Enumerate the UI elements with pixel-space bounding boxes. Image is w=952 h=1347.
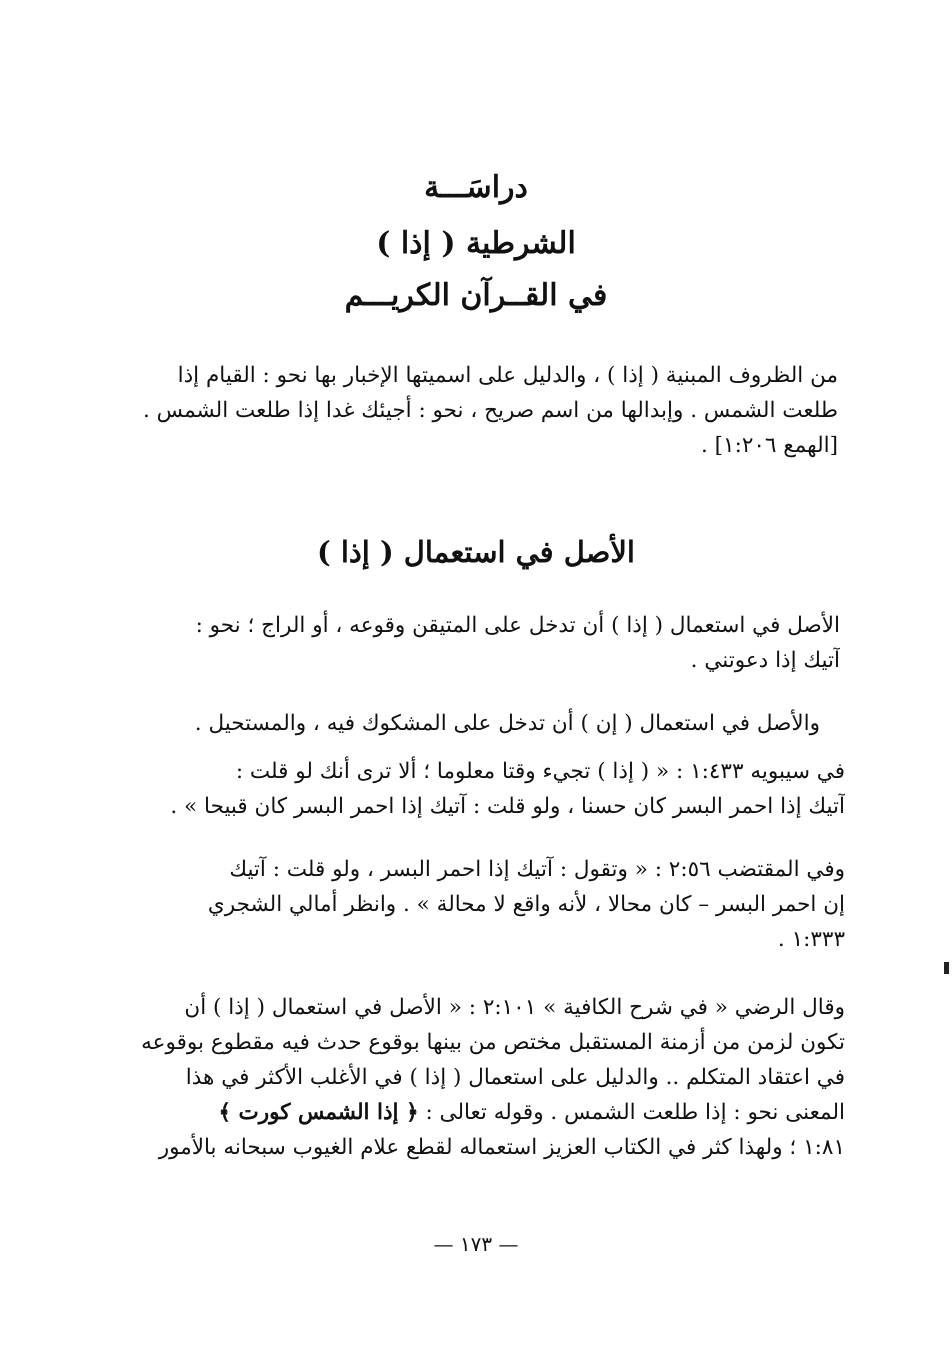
paragraph-6-line-4-text: المعنى نحو : إذا طلعت الشمس . وقوله تعالى : [425, 1100, 845, 1125]
paragraph-6-line-2: تكون لزمن من أزمنة المستقبل مختص من بينها بوقوع حدث فيه مقطوع بوقوعه [141, 1030, 845, 1055]
intro-line-2: طلعت الشمس . وإبدالها من اسم صريح ، نحو : أجيئك غدا إذا طلعت الشمس . [142, 398, 838, 423]
paragraph-6-line-3: في اعتقاد المتكلم .. والدليل على استعمال ( إذا ) في الأغلب الأكثر في هذا [185, 1065, 845, 1090]
paragraph-5-line-2: إن احمر البسر – كان محالا ، لأنه واقع لا محالة » . وانظر أمالي الشجري [207, 892, 845, 917]
title-line-2: ( إذا ) الشرطية [376, 226, 576, 261]
intro-line-1: من الظروف المبنية ( إذا ) ، والدليل على اسميتها الإخبار بها نحو : القيام إذا [177, 363, 838, 388]
paragraph-6-line-5: ١:٨١ ؛ ولهذا كثر في الكتاب العزيز استعماله لقطع علام الغيوب سبحانه بالأمور [158, 1135, 845, 1160]
intro-line-3: [الهمع ١:٢٠٦] . [700, 433, 838, 458]
paragraph-5-line-1: وفي المقتضب ٢:٥٦ : « وتقول : آتيك إذا احمر البسر ، ولو قلت : آتيك [229, 857, 845, 882]
page-number: — ١٧٣ — [433, 1232, 519, 1256]
paragraph-5-line-3: ١:٣٣٣ . [777, 927, 845, 952]
paragraph-6-line-1: وقال الرضي « في شرح الكافية » ٢:١٠١ : « الأصل في استعمال ( إذا ) أن [184, 995, 845, 1020]
paragraph-4-line-1: في سيبويه ١:٤٣٣ : « ( إذا ) تجيء وقتا معلوما ؛ ألا ترى أنك لو قلت : [235, 759, 845, 784]
title-line-1: دراسَـــة [424, 170, 528, 205]
section-heading: الأصل في استعمال ( إذا ) [317, 535, 635, 569]
title-line-3: في القــرآن الكريـــم [344, 278, 608, 313]
paragraph-6-line-4 [120, 1095, 845, 1130]
paragraph-3-line-1: والأصل في استعمال ( إن ) أن تدخل على المشكوك فيه ، والمستحيل . [194, 711, 820, 736]
scan-mark [944, 962, 949, 974]
paragraph-5 [120, 852, 845, 957]
paragraph-2-line-1: الأصل في استعمال ( إذا ) أن تدخل على المتيقن وقوعه ، أو الراج ؛ نحو : [195, 613, 840, 638]
paragraph-2-line-2: آتيك إذا دعوتني . [690, 648, 840, 673]
paragraph-2 [120, 608, 840, 678]
quran-verse: ﴿ إذا الشمس كورت ﴾ [218, 1100, 419, 1125]
intro-paragraph [118, 358, 838, 463]
paragraph-6 [120, 990, 845, 1165]
paragraph-4 [120, 754, 845, 824]
paragraph-4-line-2: آتيك إذا احمر البسر كان حسنا ، ولو قلت : آتيك إذا احمر البسر كان قبيحا » . [170, 794, 845, 819]
paragraph-3 [120, 706, 820, 741]
